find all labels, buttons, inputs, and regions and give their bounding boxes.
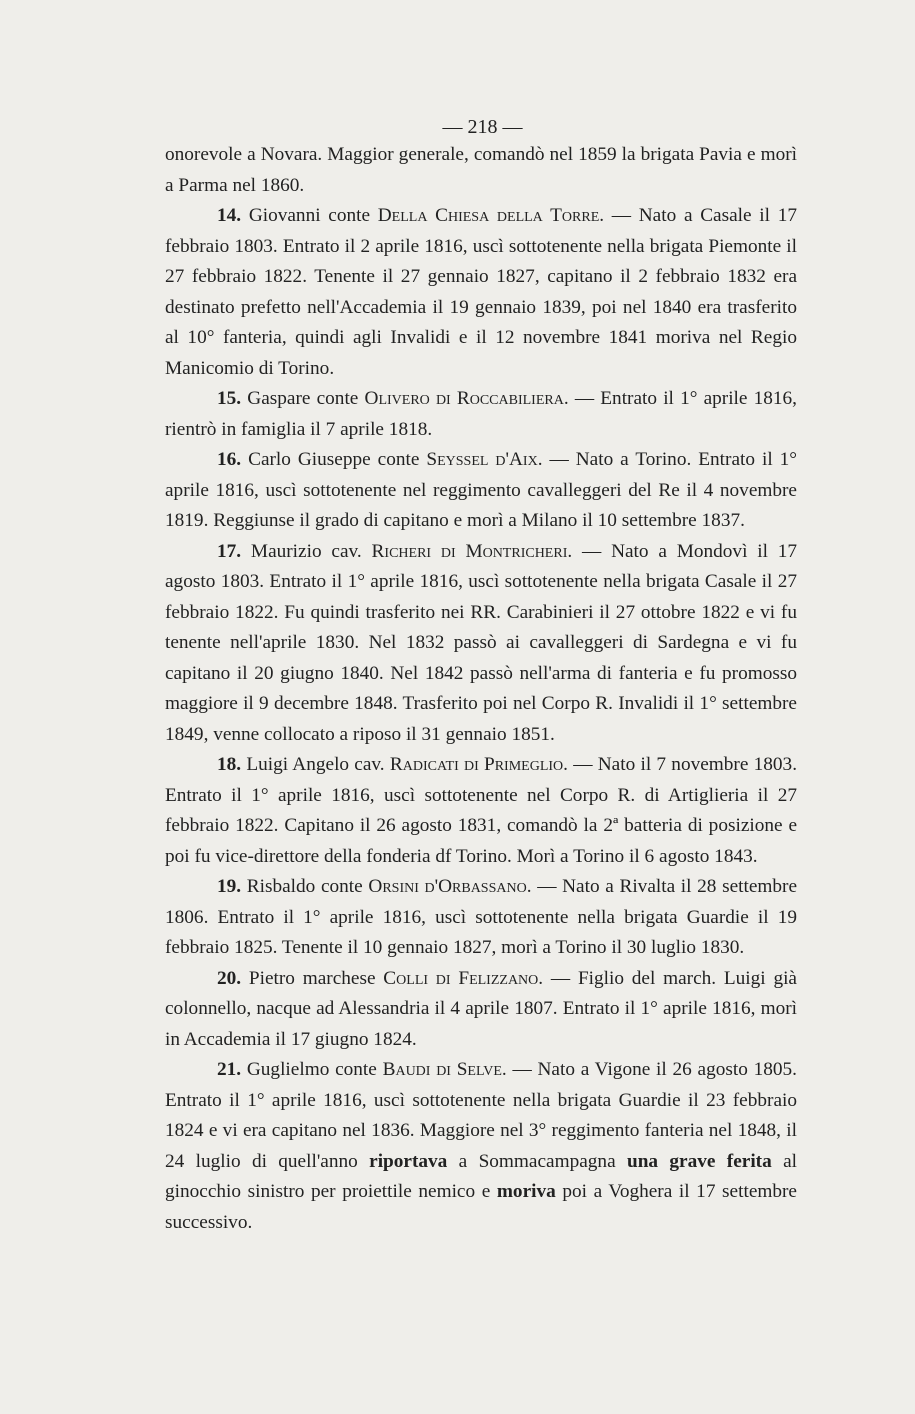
bold-phrase: riportava: [369, 1150, 448, 1172]
entry-text: a Sommacampagna: [458, 1150, 616, 1172]
entry-17: [165, 537, 797, 751]
entry-text: — Nato a Vigone il 26 agosto 1805. Entrato il 1° aprile 1816, uscì sottotenente nella brigata Guardie il 23 febbraio 1824 e vi era capitano nel 1836. Maggiore nel 3° reggimento fanteria nel 1848, il 24 luglio di quell'anno: [165, 1059, 797, 1172]
entry-text: — Nato a Torino. Entrato il 1° aprile 1816, uscì sottotenente nel reggimento cavalleggeri del Re il 4 novembre 1819. Reggiunse il grado di capitano e morì a Milano il 10 settembre 1837.: [165, 449, 797, 531]
entry-given-name: Luigi Angelo cav.: [246, 754, 385, 775]
entry-text: — Nato a Rivalta il 28 settembre 1806. Entrato il 1° aprile 1816, uscì sottotenente nella brigata Guardie il 19 febbraio 1825. Tenente il 10 gennaio 1827, morì a Torino il 30 luglio 1830.: [165, 876, 798, 958]
entry-number: 14.: [217, 205, 242, 226]
entry-surname: Richeri di Montricheri.: [371, 540, 573, 562]
intro-paragraph: onorevole a Novara. Maggior generale, comandò nel 1859 la brigata Pavia e morì a Parma nel 1860.: [165, 144, 797, 196]
entry-14: [165, 201, 797, 384]
entry-text: — Nato il 7 novembre 1803. Entrato il 1° aprile 1816, uscì sottotenente nel Corpo R. di Artiglieria il 27 febbraio 1822. Capitano il 26 agosto 1831, comandò la 2ª batteria di posizione e poi fu vice-direttore della fonderia df Torino. Morì a Torino il 6 agosto 1843.: [165, 754, 798, 867]
entry-text: — Entrato il 1° aprile 1816, rientrò in famiglia il 7 aprile 1818.: [165, 388, 798, 440]
bold-phrase: moriva: [496, 1181, 556, 1202]
entry-given-name: Pietro marchese: [248, 967, 376, 989]
entry-number: 18.: [217, 754, 242, 775]
entry-surname: Orsini d'Orbassano.: [368, 876, 532, 897]
entry-19: [165, 872, 797, 964]
entry-21: [165, 1055, 797, 1238]
entry-text: al ginocchio sinistro per proiettile nemico e: [165, 1150, 797, 1202]
entry-number: 20.: [217, 967, 242, 989]
entry-number: 15.: [217, 388, 242, 409]
entry-text: poi a Voghera il 17 settembre successivo.: [165, 1181, 797, 1233]
entry-number: 16.: [217, 449, 242, 470]
entry-surname: Colli di Felizzano.: [383, 967, 544, 989]
entry-16: [165, 445, 797, 537]
entry-given-name: Risbaldo conte: [246, 876, 363, 897]
entry-surname: Baudi di Selve.: [382, 1059, 507, 1080]
page-number: — 218 —: [442, 116, 523, 138]
entry-number: 21.: [217, 1059, 242, 1080]
entry-surname: Radicati di Primeglio.: [389, 754, 568, 775]
entry-surname: Della Chiesa della Torre.: [377, 205, 605, 226]
entry-given-name: Maurizio cav.: [250, 540, 362, 562]
entry-text: — Nato a Casale il 17 febbraio 1803. Entrato il 2 aprile 1816, uscì sottotenente nella brigata Piemonte il 27 febbraio 1822. Tenente il 27 gennaio 1827, capitano il 2 febbraio 1832 era destinato prefetto nell'Accademia il 19 gennaio 1839, poi nel 1840 era trasferito al 10° fanteria, quindi agli Invalidi e il 12 novembre 1841 moriva nel Regio Manicomio di Torino.: [165, 205, 797, 379]
entry-text: — Figlio del march. Luigi già colonnello, nacque ad Alessandria il 4 aprile 1807. Entrato il 1° aprile 1816, morì in Accademia il 17 giugno 1824.: [165, 967, 797, 1050]
entry-20: [165, 964, 797, 1056]
entry-surname: Olivero di Roccabiliera.: [364, 388, 569, 409]
entry-given-name: Guglielmo conte: [246, 1059, 377, 1080]
entry-15: [165, 384, 797, 445]
entry-surname: Seyssel d'Aix.: [426, 449, 543, 470]
entry-text: — Nato a Mondovì il 17 agosto 1803. Entrato il 1° aprile 1816, uscì sottotenente nella brigata Casale il 27 febbraio 1822. Fu quindi trasferito nei RR. Carabinieri il 27 ottobre 1822 e vi fu tenente nell'aprile 1830. Nel 1832 passò ai cavalleggeri di Sardegna e vi fu capitano il 20 giugno 1840. Nel 1842 passò nell'arma di fanteria e fu promosso maggiore il 9 decembre 1848. Trasferito poi nel Corpo R. Invalidi il 1° settembre 1849, venne collocato a riposo il 31 gennaio 1851.: [165, 540, 798, 745]
entry-given-name: Carlo Giuseppe conte: [248, 449, 420, 470]
entry-given-name: Gaspare conte: [247, 388, 359, 409]
entry-given-name: Giovanni conte: [248, 205, 371, 226]
entry-number: 17.: [217, 540, 242, 562]
entry-number: 19.: [217, 876, 242, 897]
text-block: [165, 140, 797, 1238]
entry-18: [165, 750, 797, 872]
bold-phrase: una grave ferita: [626, 1150, 772, 1172]
